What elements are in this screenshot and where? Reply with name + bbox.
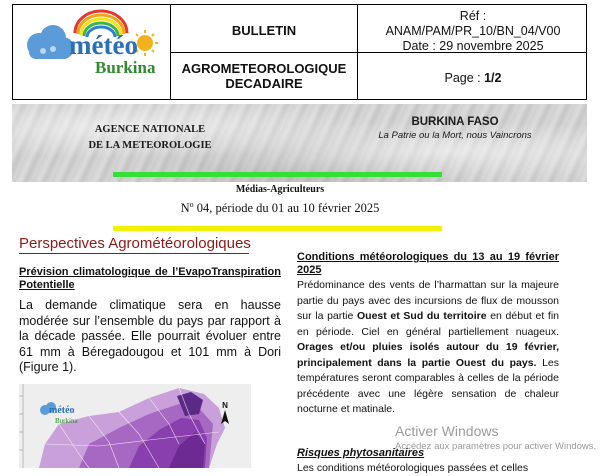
section-title-underline	[19, 253, 249, 254]
windows-activation-subtitle: Accédez aux paramètres pour activer Windows.	[395, 441, 597, 452]
subsection-title: Prévision climatologique de l’EvapoTranspiration Potentielle	[19, 266, 281, 291]
conditions-title: Conditions météorologiques du 13 au 19 février 2025	[297, 251, 559, 276]
bulletin-subtitle-line1: AGROMETEOROLOGIQUE	[181, 61, 347, 76]
audience-label: Médias-Agriculteurs	[235, 184, 325, 195]
phyto-risks-paragraph: Les conditions météorologiques passées et celles	[297, 462, 529, 474]
etp-paragraph: La demande climatique sera en hausse modérée sur l’ensemble du pays par rapport à la décade passée. Elle pourrait évoluer entre 61 mm à Béregadougou et 101 mm à Dori (Figure 1).	[19, 298, 281, 374]
page-number	[358, 71, 588, 85]
issue-period	[100, 200, 460, 216]
bulletin-subtitle	[171, 61, 357, 91]
map-logo-country: Burkina	[55, 417, 78, 425]
header-table	[12, 4, 587, 100]
country-name: BURKINA FASO	[411, 116, 499, 128]
green-divider	[113, 172, 442, 177]
etp-map-graphic	[19, 384, 251, 468]
document-date: Date : 29 novembre 2025	[402, 39, 544, 53]
windows-activation-title: Activer Windows	[395, 423, 499, 439]
reference-code: ANAM/PAM/PR_10/BN_04/V00	[385, 24, 561, 38]
meteo-burkina-logo	[13, 5, 170, 99]
conditions-emphasis-2: Orages et/ou pluies isolés autour du 19 février, principalement dans la partie Ouest du pays.	[297, 341, 559, 369]
issue-number-label: N	[180, 201, 190, 216]
cloud-icon	[27, 25, 74, 59]
map-logo-meteo: météo	[49, 405, 75, 416]
logo-wordmark-meteo: météo	[69, 30, 138, 60]
issue-number-text: 04, période du 01 au 10 février 2025	[193, 201, 380, 216]
agency-line1: AGENCE NATIONALE	[94, 124, 206, 135]
agency-name	[70, 122, 230, 154]
conditions-text-2: en début et fin en période. Ciel en général partiellement nuageux.	[297, 310, 559, 338]
conditions-paragraph	[297, 278, 559, 418]
bulletin-subtitle-line2: DECADAIRE	[225, 76, 303, 91]
bulletin-title: BULLETIN	[231, 23, 297, 38]
section-title: Perspectives Agrométéorologiques	[19, 235, 251, 252]
phyto-risks-title: Risques phytosanitaires	[297, 447, 425, 459]
conditions-emphasis-1: Ouest et Sud du territoire	[357, 310, 487, 322]
issue-number-sup: o	[189, 200, 194, 209]
agency-line2: DE LA METEOROLOGIE	[88, 140, 212, 151]
yellow-divider	[113, 226, 442, 231]
north-arrow-label: N	[222, 401, 228, 410]
national-motto: La Patrie ou la Mort, nous Vaincrons	[378, 130, 532, 141]
logo-wordmark-country: Burkina	[95, 58, 156, 77]
logo-graphic	[13, 5, 170, 99]
etp-forecast-map	[19, 384, 251, 468]
page-value: 1/2	[484, 71, 502, 85]
conditions-text-3: Les températures seront comparables à celles de la période précédente avec une légère sensation de chaleur nocturne et matinale.	[297, 356, 559, 415]
conditions-text-1: Prédominance des vents de l’harmattan sur la majeure partie du pays avec des incursions de flux de mousson sur la partie	[297, 279, 559, 322]
reference-label: Réf :	[459, 9, 487, 23]
page-label: Page :	[444, 71, 481, 85]
